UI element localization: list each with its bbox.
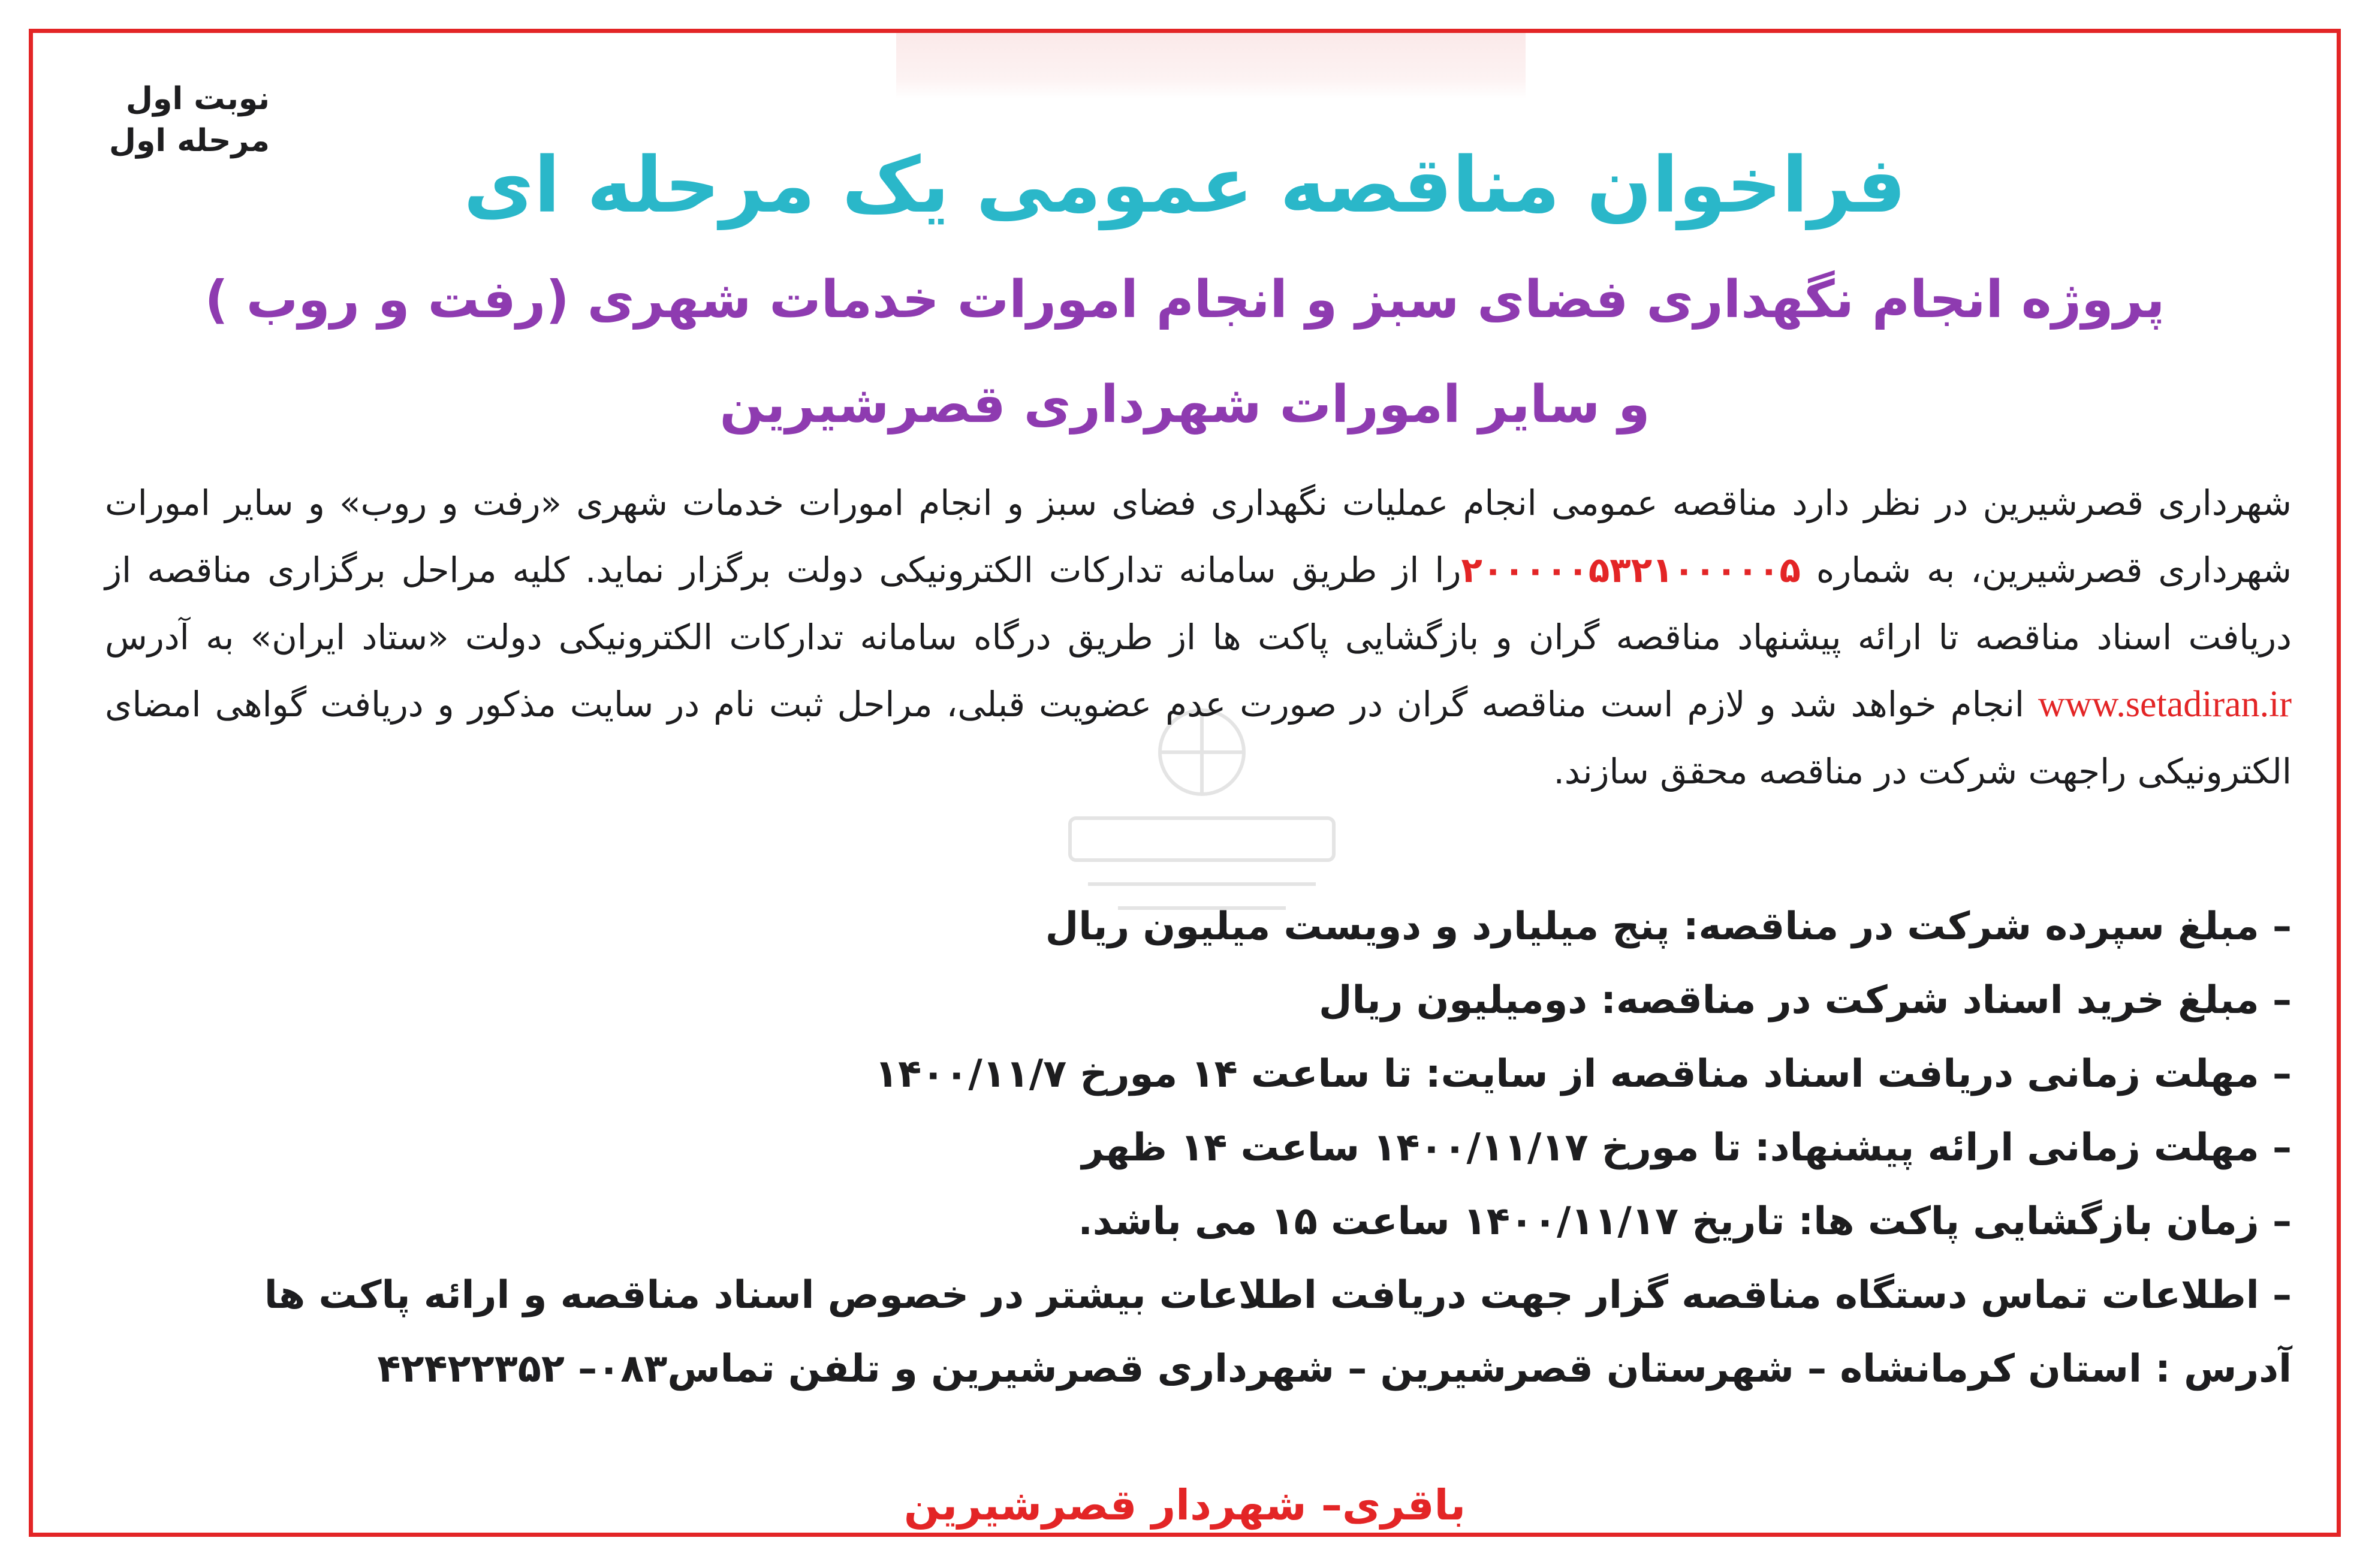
condition-opening-date: – زمان بازگشایی پاکت ها: تاریخ ۱۴۰۰/۱۱/۱۷ ساعت ۱۵ می باشد. [1078,1199,2292,1244]
condition-contact-info: – اطلاعات تماس دستگاه مناقصه گزار جهت دریافت اطلاعات بیشتر در خصوص اسناد مناقصه و ارائه پاکت ها [264,1273,2292,1317]
tender-number: ۲۰۰۰۰۰۵۳۲۱۰۰۰۰۰۵ [1461,550,1801,590]
announcement-body [105,469,2292,805]
mayor-signature: باقری– شهردار قصرشیرین [903,1480,1466,1530]
body-text-part-3: انجام خواهد شد و لازم است مناقصه گران در صورت عدم عضویت قبلی، مراحل ثبت نام در سایت مذکور و دریافت گواهی امضای الکترونیکی راجهت شرکت در مناقصه محقق سازند. [105,684,2292,792]
condition-proposal-deadline: – مهلت زمانی ارائه پیشنهاد: تا مورخ ۱۴۰۰/۱۱/۱۷ ساعت ۱۴ ظهر [1081,1126,2292,1170]
body-text-part-1: شهرداری قصرشیرین در نظر دارد مناقصه عمومی انجام عملیات نگهداری فضای سبز و انجام امورات خدمات شهری «رفت و روب» و سایر امورات شهرداری قصرشیرین، به شماره [105,483,2292,590]
project-title-line-1: پروژه انجام نگهداری فضای سبز و انجام امورات خدمات شهری (رفت و روب ) [204,270,2165,330]
body-text-part-2: را از طریق سامانه تدارکات الکترونیکی دولت برگزار نماید. کلیه مراحل برگزاری مناقصه از دریافت اسناد مناقصه تا ارائه پیشنهاد مناقصه گران و بازگشایی پاکت ها از طریق درگاه سامانه تدارکات الکترونیکی دولت «ستاد ایران» به آدرس [105,550,2292,658]
condition-address-phone: آدرس : استان کرمانشاه – شهرستان قصرشیرین – شهرداری قصرشیرین و تلفن تماس۰۸۳– ۴۲۴۲۲۳۵۲ [377,1347,2292,1391]
stage-label: مرحله اول [108,123,270,159]
setadiran-link[interactable]: www.setadiran.ir [2038,684,2292,725]
announcement-frame [29,29,2341,1537]
top-watermark-band [896,33,1526,99]
turn-label: نوبت اول [125,81,270,117]
condition-deposit-amount: – مبلغ سپرده شرکت در مناقصه: پنج میلیارد و دویست میلیون ریال [1045,904,2292,949]
condition-document-fee: – مبلغ خرید اسناد شرکت در مناقصه: دومیلیون ریال [1318,978,2292,1023]
page-title: فراخوان مناقصه عمومی یک مرحله ای [463,141,1906,230]
condition-document-deadline: – مهلت زمانی دریافت اسناد مناقصه از سایت: تا ساعت ۱۴ مورخ ۱۴۰۰/۱۱/۷ [875,1052,2292,1096]
project-title-line-2: و سایر امورات شهرداری قصرشیرین [719,375,1650,435]
tender-conditions-list [105,890,2292,1406]
